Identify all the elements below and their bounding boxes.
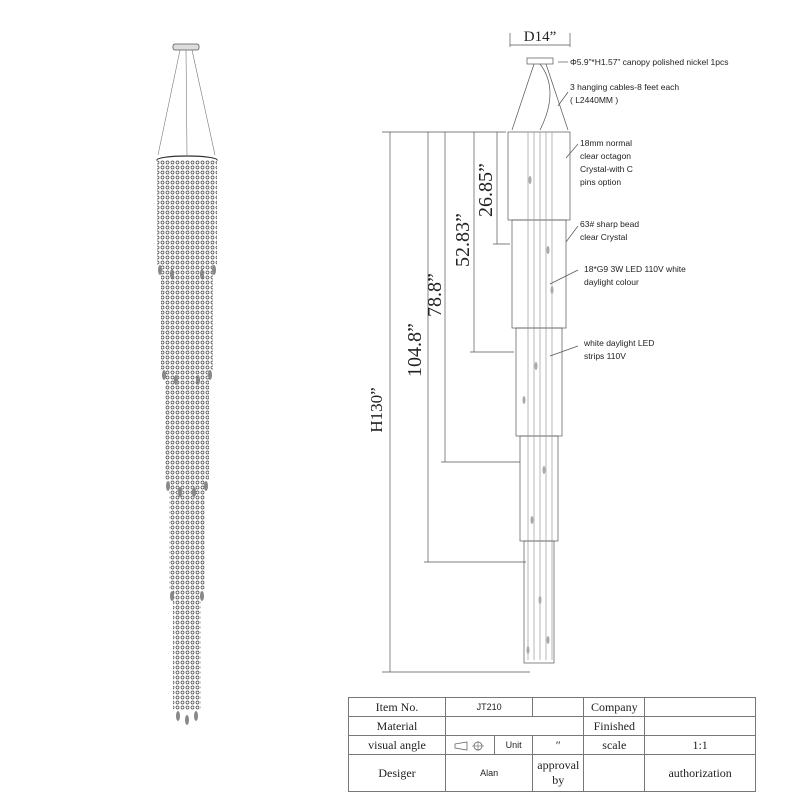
height-78-label: 78.8” — [424, 273, 446, 317]
cables-note-line1: 3 hanging cables-8 feet each — [570, 82, 680, 92]
approval-label-line1: approval — [537, 758, 580, 772]
crystal-tier-3 — [165, 370, 209, 480]
material-value — [446, 717, 584, 736]
cables-note-line2: ( L2440MM ) — [570, 95, 619, 105]
crystal-tier-4 — [169, 480, 205, 590]
designer-value: Alan — [446, 755, 533, 792]
unit-label: Unit — [495, 736, 533, 755]
finished-value — [645, 717, 756, 736]
led-note-line1: 18*G9 3W LED 110V white — [584, 264, 686, 274]
bead-note-line2: clear Crystal — [580, 232, 628, 242]
hanging-cable — [192, 50, 215, 155]
title-block — [348, 697, 756, 792]
height-104-label: 104.8” — [404, 323, 426, 377]
crystal-tier-2 — [161, 265, 213, 370]
canopy-outline — [527, 58, 553, 64]
height-52-label: 52.83” — [452, 213, 474, 267]
material-label: Material — [349, 717, 446, 736]
strip-note-line2: strips 110V — [584, 351, 626, 361]
total-height-label: H130” — [367, 387, 386, 433]
height-26-label: 26.85” — [475, 163, 497, 217]
company-label: Company — [584, 698, 645, 717]
outline-drops — [523, 176, 554, 654]
item-no-value: JT210 — [446, 698, 533, 717]
crystal-note-line3: Crystal-with C — [580, 164, 633, 174]
scale-value: 1:1 — [645, 736, 756, 755]
crystal-note-line2: clear octagon — [580, 151, 632, 161]
finished-label: Finished — [584, 717, 645, 736]
crystal-note-line4: pins option — [580, 177, 622, 187]
chandelier-illustration — [157, 44, 217, 725]
approval-value — [584, 755, 645, 792]
scale-label: scale — [584, 736, 645, 755]
unit-value: ″ — [533, 736, 584, 755]
canopy-plate — [173, 44, 199, 50]
projection-angle-icon — [453, 741, 487, 751]
crystal-tier-5 — [173, 590, 201, 710]
designer-label: Desiger — [349, 755, 446, 792]
approval-label — [533, 755, 584, 792]
hanging-cable — [158, 50, 180, 155]
approval-label-line2: by — [552, 773, 565, 787]
company-value — [645, 698, 756, 717]
crystal-tier-1 — [157, 160, 217, 265]
led-note-line2: daylight colour — [584, 277, 639, 287]
bead-note-line1: 63# sharp bead — [580, 219, 640, 229]
hanging-cable — [186, 50, 187, 155]
strip-note-line1: white daylight LED — [584, 338, 655, 348]
diameter-label: D14” — [523, 29, 557, 45]
visual-angle-value — [446, 736, 495, 755]
canopy-note: Φ5.9”*H1.57” canopy polished nickel 1pcs — [570, 57, 729, 67]
item-no-label: Item No. — [349, 698, 446, 717]
visual-angle-label: visual angle — [349, 736, 446, 755]
crystal-note-line1: 18mm normal — [580, 138, 632, 148]
item-no-extra — [533, 698, 584, 717]
authorization-label: authorization — [645, 755, 756, 792]
